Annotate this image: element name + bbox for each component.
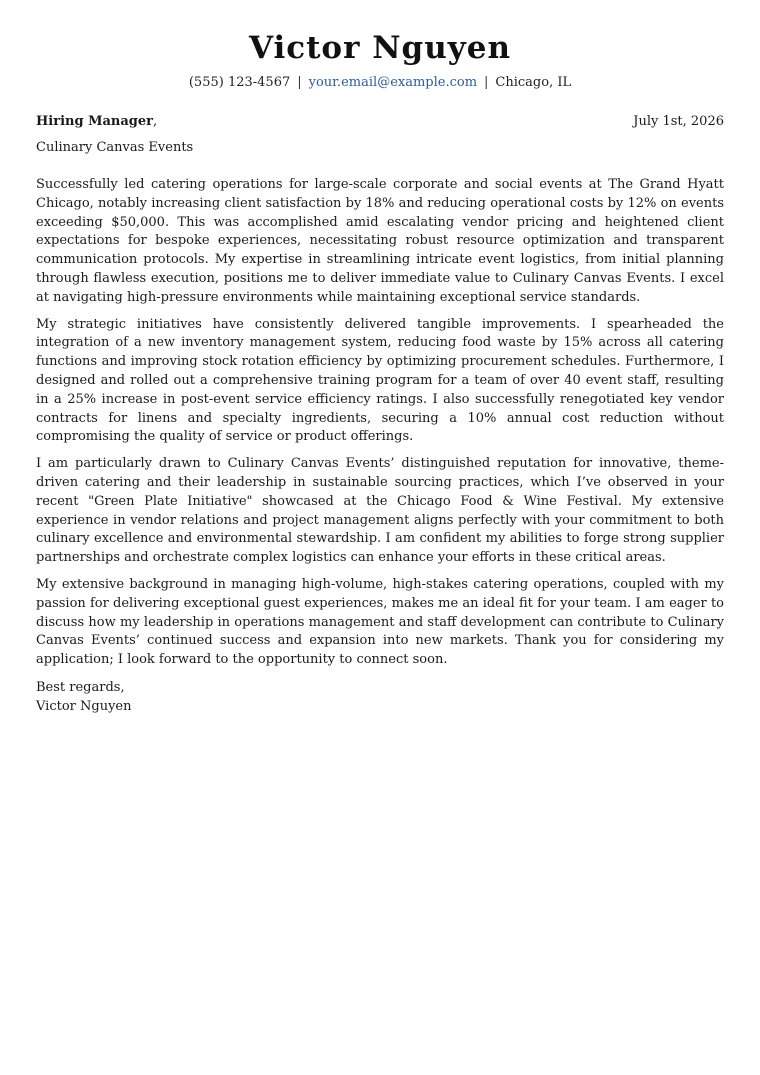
recipient-company: Culinary Canvas Events xyxy=(36,140,194,155)
closing-salutation: Best regards, xyxy=(36,679,125,695)
letter-header xyxy=(36,0,724,92)
phone-number: (555) 123-4567 xyxy=(188,75,291,90)
signature-name: Victor Nguyen xyxy=(36,698,132,714)
location: Chicago, IL xyxy=(495,75,572,90)
email-link[interactable]: your.email@example.com xyxy=(308,75,478,90)
letter-body xyxy=(36,176,724,670)
applicant-name: Victor Nguyen xyxy=(248,30,512,66)
recipient-title: Hiring Manager xyxy=(36,114,153,129)
recipient-row xyxy=(36,112,724,132)
body-paragraph: My extensive background in managing high-volume, high-stakes catering operations, coupled with my passion for delivering exceptional guest experiences, makes me an ideal fit for your team. I am eager to discuss how my leadership in operations management and staff development can contribute to Culinary Canvas Events’ continued success and expansion into new markets. Thank you for considering my application; I look forward to the opportunity to connect soon. xyxy=(36,576,724,668)
recipient-line xyxy=(36,112,157,132)
recipient-title-suffix: , xyxy=(152,114,158,129)
contact-separator: | xyxy=(484,75,489,90)
contact-separator: | xyxy=(297,75,302,90)
letter-date: July 1st, 2026 xyxy=(633,114,724,129)
body-paragraph: I am particularly drawn to Culinary Canvas Events’ distinguished reputation for innovative, theme-driven catering and their leadership in sustainable sourcing practices, which I’ve observed in your recent "Green Plate Initiative" showcased at the Chicago Food & Wine Festival. My extensive experience in vendor relations and project management aligns perfectly with your commitment to both culinary excellence and environmental stewardship. I am confident my abilities to forge strong supplier partnerships and orchestrate complex logistics can enhance your efforts in these critical areas. xyxy=(36,456,724,566)
letter-closing xyxy=(36,678,724,716)
body-paragraph: Successfully led catering operations for large-scale corporate and social events at The Grand Hyatt Chicago, notably increasing client satisfaction by 18% and reducing operational costs by 12% on events exceeding $50,000. This was accomplished amid escalating vendor pricing and heightened client expectations for bespoke experiences, necessitating robust resource optimization and transparent communication protocols. My expertise in streamlining intricate event logistics, from initial planning through flawless execution, positions me to deliver immediate value to Culinary Canvas Events. I excel at navigating high-pressure environments while maintaining exceptional service standards. xyxy=(36,177,724,305)
body-paragraph: My strategic initiatives have consistently delivered tangible improvements. I spearheaded the integration of a new inventory management system, reducing food waste by 15% across all catering functions and improving stock rotation efficiency by optimizing procurement schedules. Furthermore, I designed and rolled out a comprehensive training program for a team of over 40 event staff, resulting in a 25% increase in post-event service efficiency ratings. I also successfully renegotiated key vendor contracts for linens and specialty ingredients, securing a 10% annual cost reduction without compromising the quality of service or product offerings. xyxy=(36,316,724,445)
contact-line xyxy=(36,74,724,92)
